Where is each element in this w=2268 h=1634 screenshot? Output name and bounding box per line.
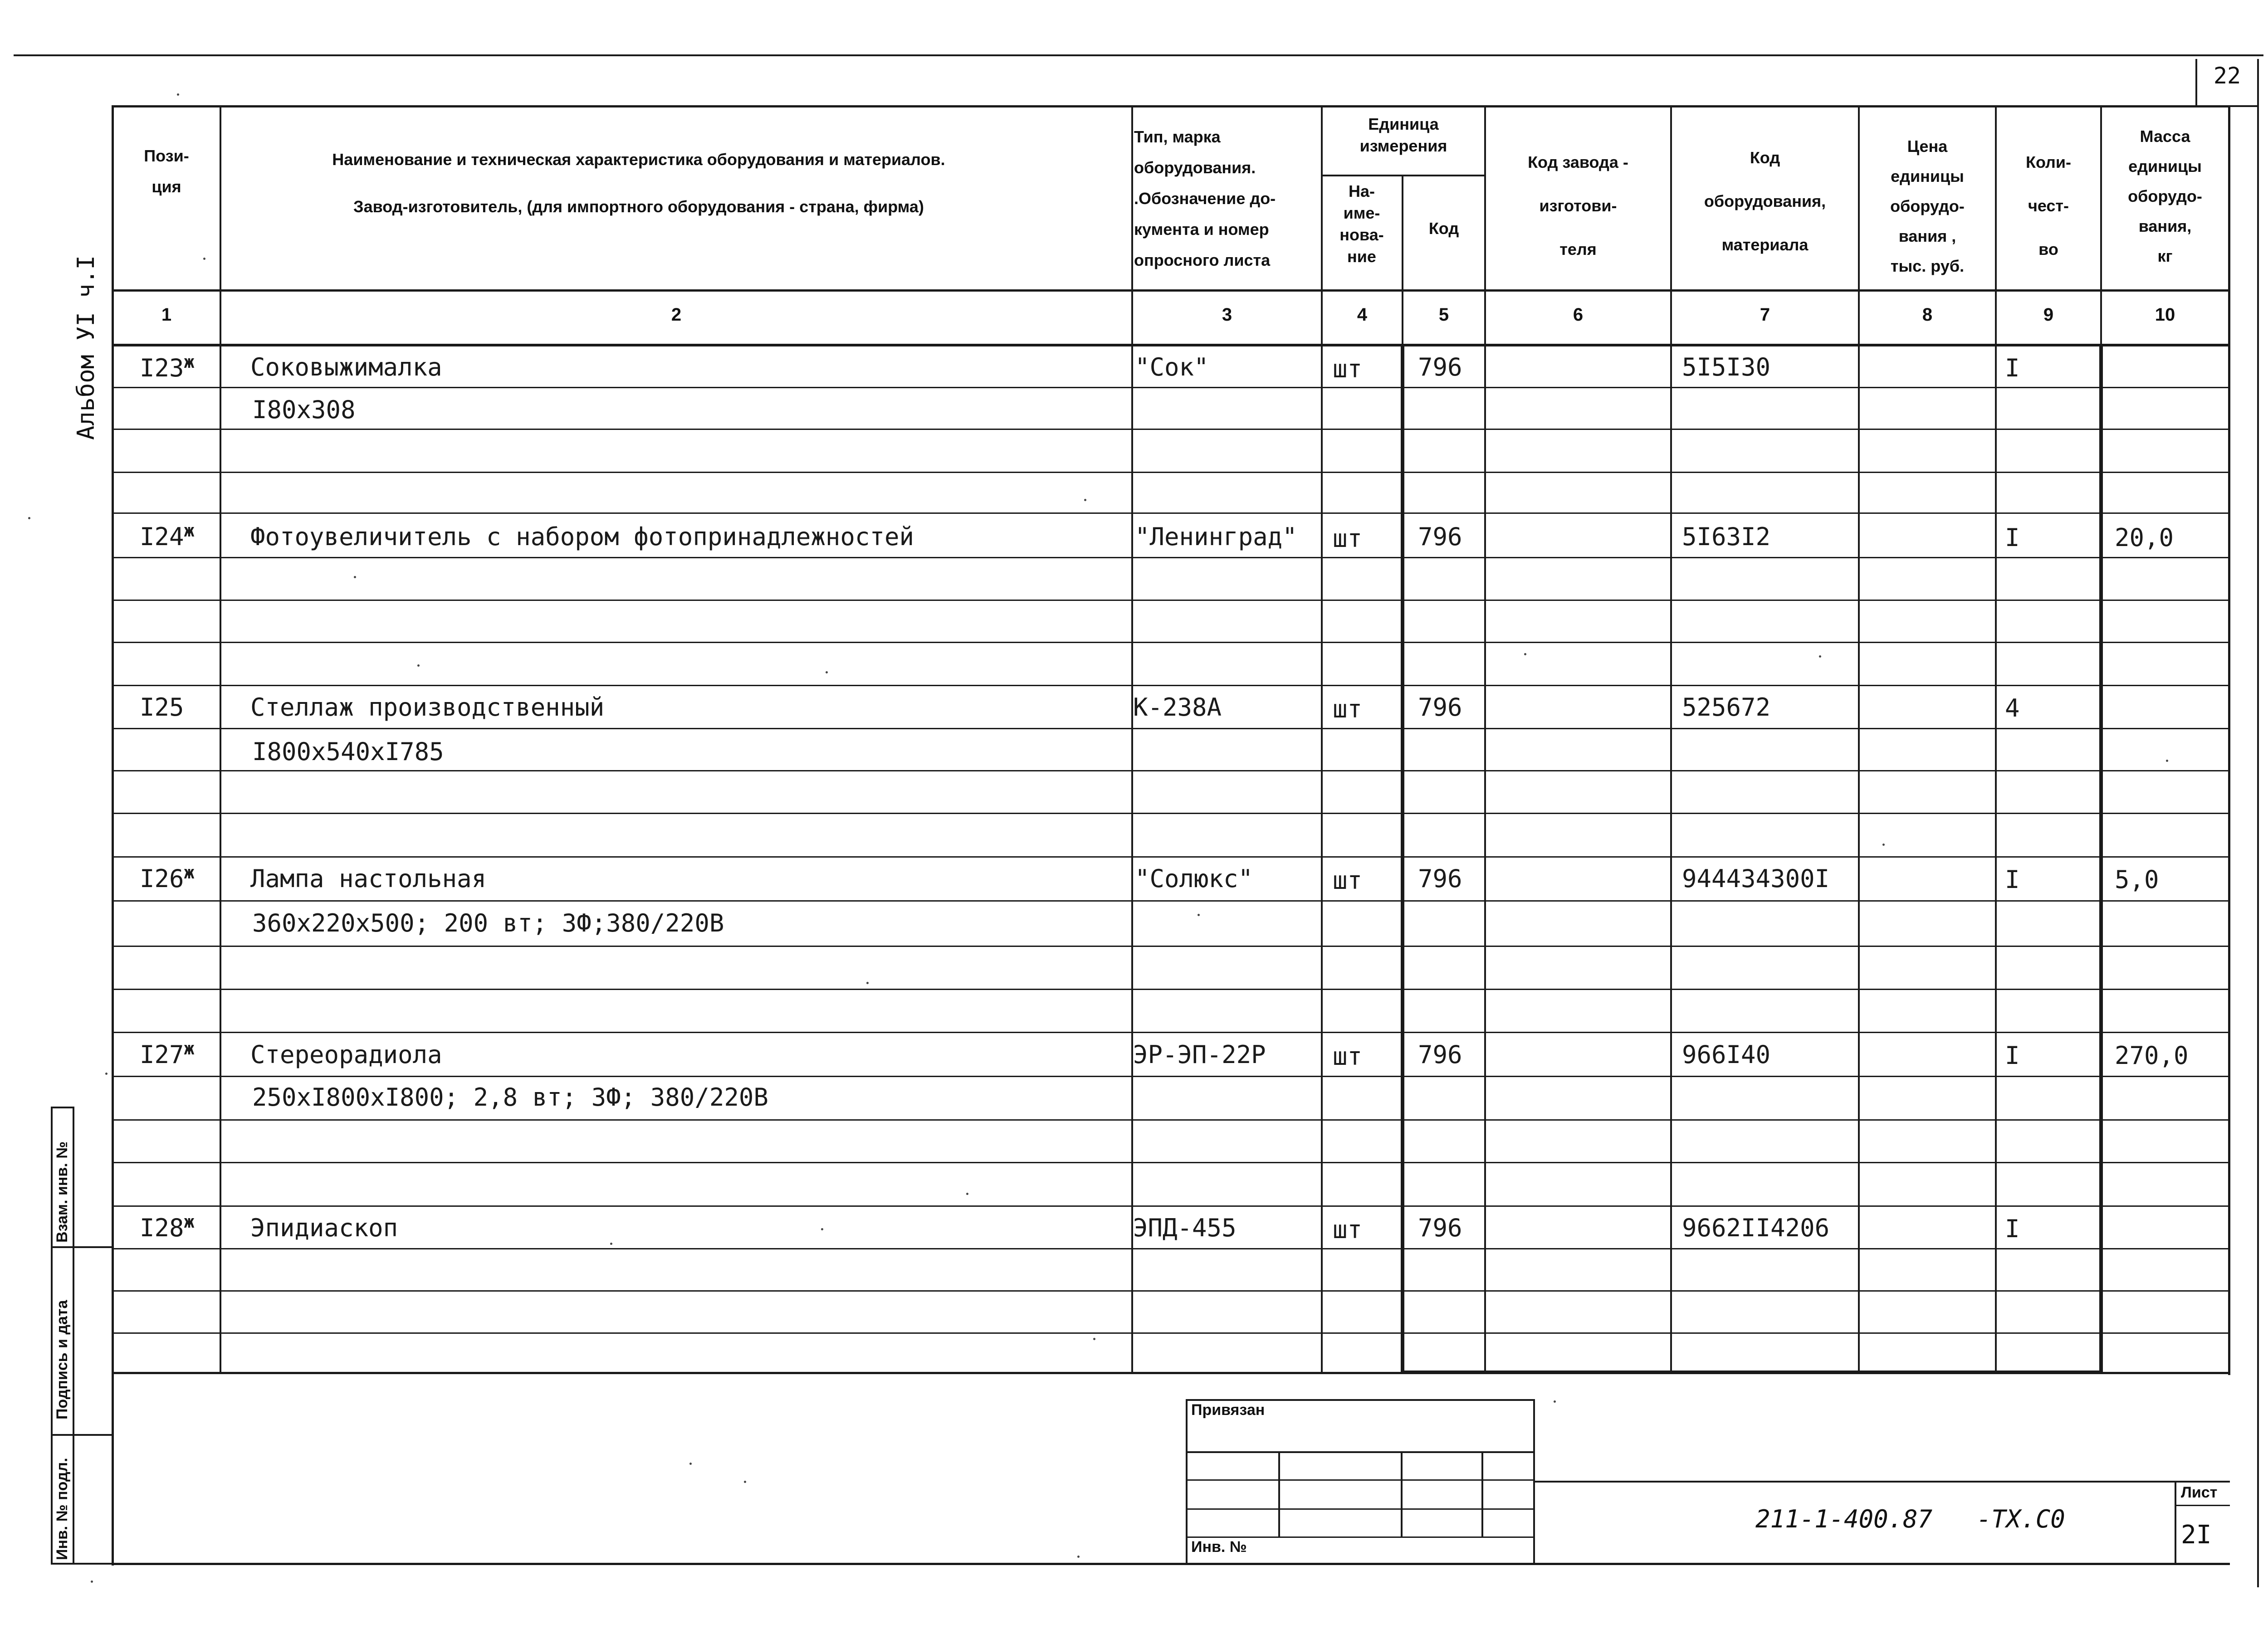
inv-no-label: Инв. № [1191,1538,1247,1556]
header-equipment-code: Код оборудования, материала [1704,148,1826,254]
item-name: Стереорадиола [250,1040,442,1069]
item-qty: I [2005,1215,2020,1243]
page-number: 22 [2213,63,2241,89]
item-code: 9662II4206 [1682,1214,1830,1242]
header-position: Пози- ция [144,146,189,196]
header-mass: Масса единицы оборудо- вания, кг [2128,127,2202,265]
item-code: 5I63I2 [1682,522,1771,551]
position-cell: I28 [140,1214,184,1242]
item-mass: 20,0 [2115,523,2174,552]
document-code: 211-1-400.87 -ТХ.С0 [1755,1505,2065,1533]
column-number: 5 [1438,305,1449,325]
column-number: 6 [1573,305,1584,325]
item-code: 944434300I [1682,864,1830,893]
column-number: 9 [2043,305,2054,325]
stamp-podpis-data: Подпись и дата [54,1300,71,1419]
item-unit-code: 796 [1418,1040,1462,1069]
item-unit-code: 796 [1418,864,1462,893]
position-cell: I27 [140,1040,184,1069]
item-type: "Сок" [1135,353,1209,381]
sheet-label: Лист [2181,1484,2218,1501]
item-type: ЭР-ЭП-22Р [1133,1040,1266,1069]
header-unit-code: Код [1428,219,1459,238]
item-qty: I [2005,1041,2020,1070]
item-qty: I [2005,354,2020,382]
item-code: 5I5I30 [1682,353,1771,381]
sheet-number: 2I [2181,1520,2212,1550]
item-name: Стеллаж производственный [250,693,605,722]
item-spec: I800x540xI785 [252,737,444,766]
item-unit-code: 796 [1418,353,1462,381]
position-cell: I26 [140,864,184,893]
item-type: ЭПД-455 [1133,1214,1237,1242]
item-unit-code: 796 [1418,522,1462,551]
column-number: 7 [1760,305,1770,325]
position-cell: I23 [140,354,184,382]
item-unit: шт [1333,1042,1363,1071]
privyazan-label: Привязан [1191,1401,1265,1419]
item-spec: 250xI800xI800; 2,8 вт; 3Ф; 380/220В [252,1083,768,1112]
position-cell: I24 [140,522,184,551]
column-number: 2 [671,305,682,325]
item-code: 525672 [1682,693,1771,722]
column-number: 8 [1922,305,1933,325]
column-number: 1 [161,305,172,325]
item-type: К-238А [1133,693,1222,722]
header-unit-name: На- име- нова- ние [1339,182,1384,266]
column-number: 10 [2155,305,2175,325]
item-unit: шт [1333,866,1363,895]
item-name: Соковыжималка [250,353,442,381]
position-cell: I25 [140,693,184,722]
item-spec: I80x308 [252,395,356,424]
item-unit-code: 796 [1418,1214,1462,1242]
column-number: 4 [1357,305,1368,325]
header-unit: Единица измерения [1359,115,1447,155]
item-code: 966I40 [1682,1040,1771,1069]
item-unit: шт [1333,1215,1363,1244]
item-type: "Солюкс" [1135,864,1253,893]
item-qty: I [2005,523,2020,552]
item-unit-code: 796 [1418,693,1462,722]
header-name: Наименование и техническая характеристика оборудования и материалов. Завод-изготовитель, (для импортного оборудования - страна, фирма) [332,150,945,216]
item-mass: 5,0 [2115,865,2159,894]
stamp-vzam-inv: Взам. инв. № [54,1141,71,1243]
item-unit: шт [1333,355,1363,383]
stamp-inv-podl: Инв. № подл. [54,1458,71,1560]
item-unit: шт [1333,695,1363,723]
item-type: "Ленинград" [1135,522,1297,551]
item-spec: 360x220x500; 200 вт; 3Ф;380/220В [252,909,724,937]
item-unit: шт [1333,524,1363,553]
header-type: Тип, марка оборудования. .Обозначение до- кумента и номер опросного листа [1134,127,1276,269]
header-price: Цена единицы оборудо- вания , тыс. руб. [1890,137,1965,275]
item-name: Эпидиаскоп [250,1214,398,1242]
header-plant-code: Код завода - изготови- теля [1528,153,1628,259]
header-quantity: Коли- чест- во [2025,153,2072,259]
item-mass: 270,0 [2115,1041,2189,1070]
document-page: 22 Альбом УI ч.I Пози- ция Наименование и техническая характеристика оборудования и материалов. Завод-изготовитель, (для импортного оборудования - страна, фирма) Тип, марка оборудования. .Обозначение до- кумента и номер опросного листа Единица измерения На- име- нова- ние Код Код завода - изготови- теля Код оборудования, материала Цена единицы оборудо- вания , тыс. руб. Коли- чест- во Масса единицы оборудо- вания, кг 1 2 3 4 5 6 7 8 9 10 $I23^ж$ Соковыжималка I80x308 "Сок" шт 796 5I5I30 I $I24^ж$ Фотоувеличитель с набором фотопринадлежностей "Ленинград" шт 796 5I63I2 I 20,0 I25 Стеллаж производственный I800x540xI785 К-238А шт 796 525672 4 $I26^ж$ Лампа настольная 360x220x500; 200 вт; 3Ф;380/220В "Солюкс" шт 796 944434300I I 5,0 $I27^ж$ Стереорадиола 250xI800xI800; 2,8 вт; 3Ф; 380/220В ЭР-ЭП-22Р шт 796 966I40 I 270,0 $I28^ж$ Эпидиаскоп ЭПД-455 шт 796 9662II4206 I Взам. инв. № Подпись и дата Инв. № подл. Привязан Инв. № 211-1-400.87 -ТХ.С0 Лист 2I [0,0,2268,1634]
item-qty: I [2005,865,2020,894]
item-qty: 4 [2005,694,2020,722]
album-label: Альбом УI ч.I [73,255,100,440]
item-name: Лампа настольная [250,864,487,893]
item-name: Фотоувеличитель с набором фотопринадлежностей [250,522,914,551]
column-number: 3 [1222,305,1232,325]
